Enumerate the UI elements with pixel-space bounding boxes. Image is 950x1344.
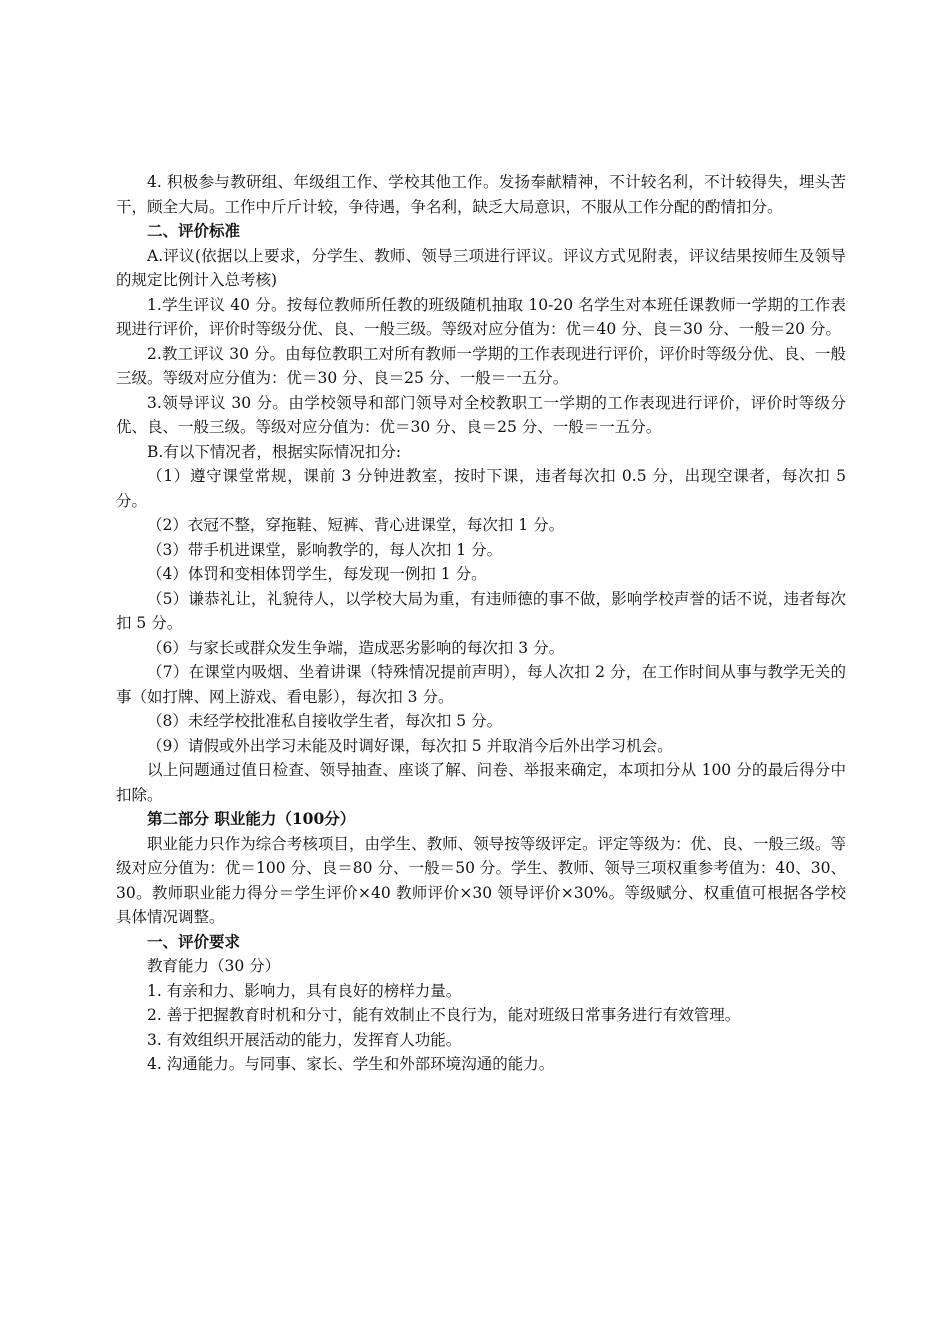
body-paragraph: （4）体罚和变相体罚学生，每发现一例扣 1 分。 — [147, 565, 487, 583]
body-paragraph: （8）未经学校批准私自接收学生者，每次扣 5 分。 — [147, 712, 503, 730]
body-paragraph: A.评议(依据以上要求，分学生、教师、领导三项进行评议。评议方式见附表，评议结果按师生及领导的规定比例计入总考核) — [116, 246, 846, 289]
body-paragraph: 3. 有效组织开展活动的能力，发挥育人功能。 — [147, 1030, 462, 1049]
body-paragraph: （3）带手机进课堂，影响教学的，每人次扣 1 分。 — [147, 540, 503, 559]
section-heading: 二、评价标准 — [147, 221, 241, 240]
section-heading: 一、评价要求 — [147, 931, 241, 951]
body-paragraph: 4. 沟通能力。与同事、家长、学生和外部环境沟通的能力。 — [147, 1055, 555, 1073]
body-paragraph: 3.领导评议 30 分。由学校领导和部门领导对全校教职工一学期的工作表现进行评价，评价时等级分优、良、一般三级。等级对应分值为：优＝30 分、良＝25 分、一般＝一五分。 — [116, 393, 846, 436]
body-paragraph: （1）遵守课堂常规，课前 3 分钟进教室，按时下课，违者每次扣 0.5 分，出现空课者，每次扣 5 分。 — [116, 467, 846, 510]
body-paragraph: 4. 积极参与教研组、年级组工作、学校其他工作。发扬奉献精神，不计较名利，不计较得失，埋头苦干，顾全大局。工作中斤斤计较，争待遇，争名利，缺乏大局意识，不服从工作分配的酌情扣分。 — [116, 173, 846, 216]
body-paragraph: 2. 善于把握教育时机和分寸，能有效制止不良行为，能对班级日常事务进行有效管理。 — [147, 1006, 741, 1024]
body-paragraph: 职业能力只作为综合考核项目，由学生、教师、领导按等级评定。评定等级为：优、良、一般三级。等级对应分值为：优＝100 分、良＝80 分、一般＝50 分。学生、教师、领导三项权重参考值为：40、30、30。教师职业能力得分＝学生评价×40 教师评价×30 领导评价×30%。等级赋分、权重值可根据各学校具体情况调整。 — [116, 834, 846, 926]
body-paragraph: （6）与家长或群众发生争端，造成恶劣影响的每次扣 3 分。 — [147, 638, 565, 657]
body-paragraph: （9）请假或外出学习未能及时调好课，每次扣 5 并取消今后外出学习机会。 — [147, 736, 673, 755]
body-paragraph: 1. 有亲和力、影响力，具有良好的榜样力量。 — [147, 981, 462, 1000]
body-paragraph: 教育能力（30 分） — [147, 957, 281, 975]
body-paragraph: （7）在课堂内吸烟、坐着讲课（特殊情况提前声明），每人次扣 2 分，在工作时间从事与教学无关的事（如打牌、网上游戏、看电影），每次扣 3 分。 — [116, 663, 846, 706]
body-paragraph: 1.学生评议 40 分。按每位教师所任教的班级随机抽取 10-20 名学生对本班任课教师一学期的工作表现进行评价，评价时等级分优、良、一般三级。等级对应分值为：优＝40 分、良＝30 分、一般＝20 分。 — [116, 295, 846, 338]
section-heading: 第二部分 职业能力（100分） — [147, 809, 356, 828]
body-paragraph: （2）衣冠不整，穿拖鞋、短裤、背心进课堂，每次扣 1 分。 — [147, 516, 565, 534]
body-paragraph: B.有以下情况者，根据实际情况扣分: — [147, 442, 402, 461]
body-paragraph: （5）谦恭礼让，礼貌待人，以学校大局为重，有违师德的事不做，影响学校声誉的话不说，违者每次扣 5 分。 — [116, 589, 846, 632]
document-page — [116, 170, 846, 1077]
body-paragraph: 以上问题通过值日检查、领导抽查、座谈了解、问卷、举报来确定，本项扣分从 100 分的最后得分中扣除。 — [116, 761, 846, 804]
body-paragraph: 2.教工评议 30 分。由每位教职工对所有教师一学期的工作表现进行评价，评价时等级分优、良、一般三级。等级对应分值为：优＝30 分、良＝25 分、一般＝一五分。 — [116, 344, 846, 387]
